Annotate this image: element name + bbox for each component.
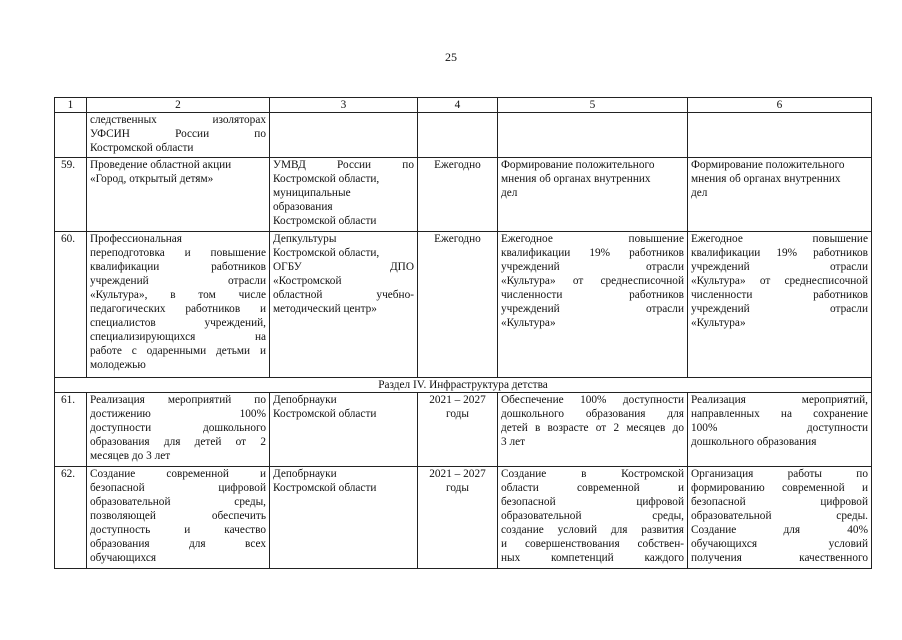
row-number: 60. [55, 232, 87, 378]
row-result-2: Организация работы по формированию современной и безопасной цифровой образовательной среды. Создание для 40% обучающихся условий получения качественного [688, 467, 872, 569]
header-col-3: 3 [270, 98, 418, 113]
row-result-2: Ежегодное повышение квалификации 19% работников учреждений отрасли «Культура» от среднесписочной численности работников учреждений отрасли «Культура» [688, 232, 872, 378]
row-period: 2021 – 2027 годы [418, 393, 498, 467]
page-number: 25 [445, 50, 457, 64]
header-col-5: 5 [498, 98, 688, 113]
header-col-4: 4 [418, 98, 498, 113]
row-result-1: Формирование положительного мнения об органах внутренних дел [498, 158, 688, 232]
header-col-6: 6 [688, 98, 872, 113]
row-result-1: Обеспечение 100% доступности дошкольного образования для детей в возрасте от 2 месяцев до 3 лет [498, 393, 688, 467]
row-activity: Реализация мероприятий по достижению 100% доступности дошкольного образования для детей от 2 месяцев до 3 лет [87, 393, 270, 467]
section-row [55, 378, 872, 393]
row-period: Ежегодно [418, 232, 498, 378]
table-row-continued [55, 113, 872, 158]
row-result-1: Создание в Костромской области современной и безопасной цифровой образовательной среды, создание условий для развития и совершенствования собствен- ных компетенций каждого [498, 467, 688, 569]
table-row-62 [55, 467, 872, 569]
row-activity: Профессиональная переподготовка и повышение квалификации работников учреждений отрасли «Культура», в том числе педагогических работников и специалистов учреждений, специализирующихся на работе с одаренными детьми и молодежью [87, 232, 270, 378]
row-activity: Создание современной и безопасной цифровой образовательной среды, позволяющей обеспечить доступность и качество образования для всех обучающихся [87, 467, 270, 569]
document-table [54, 97, 872, 569]
row-number: 59. [55, 158, 87, 232]
row-responsible: Депкультуры Костромской области, ОГБУ ДПО «Костромской областной учебно- методический центр» [270, 232, 418, 378]
table-row-59 [55, 158, 872, 232]
header-col-1: 1 [55, 98, 87, 113]
row-responsible: УМВД России по Костромской области, муниципальные образования Костромской области [270, 158, 418, 232]
row-result-2: Формирование положительного мнения об органах внутренних дел [688, 158, 872, 232]
row-responsible: Депобрнауки Костромской области [270, 467, 418, 569]
row-number: 62. [55, 467, 87, 569]
row-responsible: Депобрнауки Костромской области [270, 393, 418, 467]
row-number: 61. [55, 393, 87, 467]
row-activity: Проведение областной акции «Город, открытый детям» [87, 158, 270, 232]
cont-activity: следственных изоляторах УФСИН России по Костромской области [87, 113, 270, 158]
row-result-1: Ежегодное повышение квалификации 19% работников учреждений отрасли «Культура» от среднесписочной численности работников учреждений отрасли «Культура» [498, 232, 688, 378]
table-row-60 [55, 232, 872, 378]
section-heading: Раздел IV. Инфраструктура детства [55, 378, 872, 393]
header-col-2: 2 [87, 98, 270, 113]
table-header-row [55, 98, 872, 113]
row-period: 2021 – 2027 годы [418, 467, 498, 569]
row-result-2: Реализация мероприятий, направленных на сохранение 100% доступности дошкольного образования [688, 393, 872, 467]
table-row-61 [55, 393, 872, 467]
row-period: Ежегодно [418, 158, 498, 232]
